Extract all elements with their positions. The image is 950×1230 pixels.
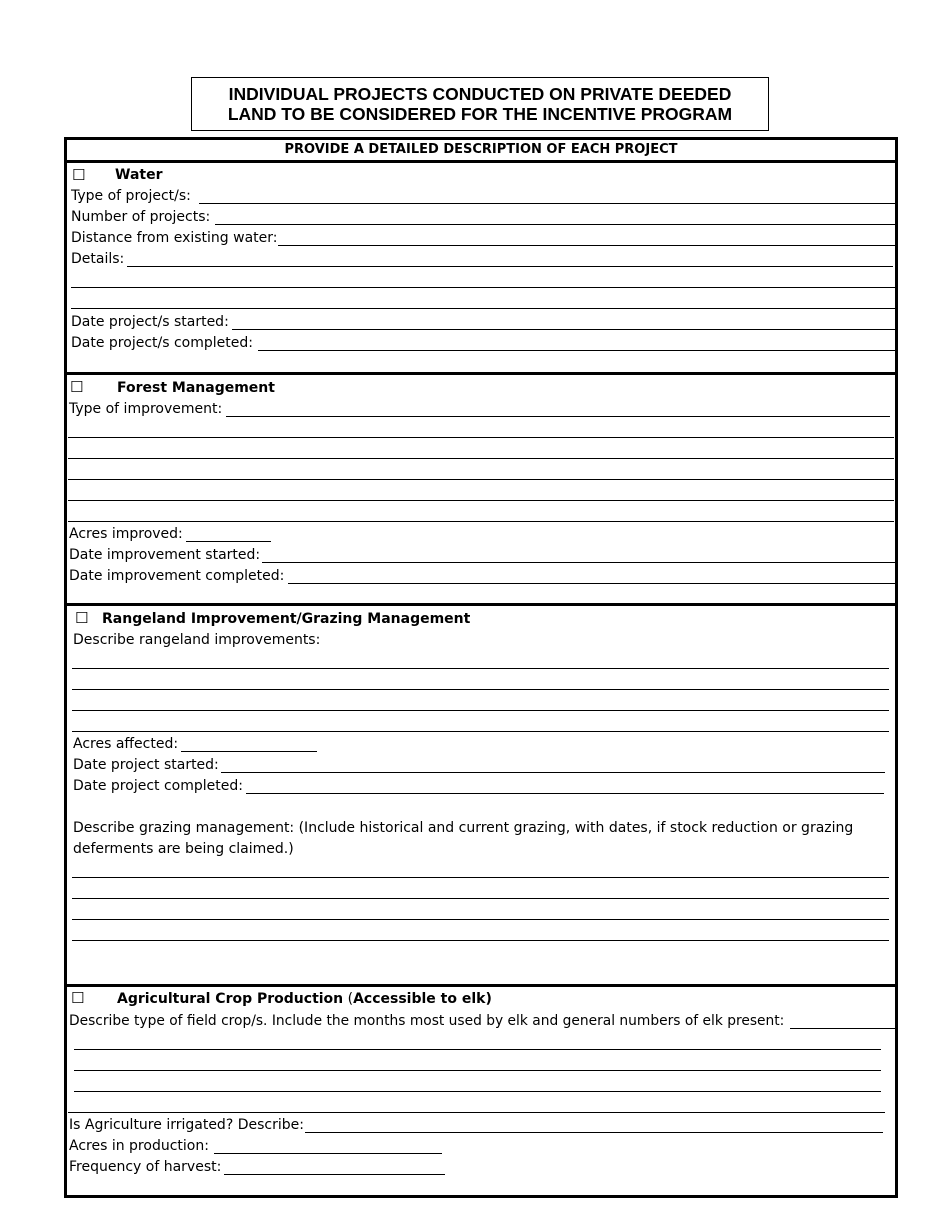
agriculture-irrigated-label: Is Agriculture irrigated? Describe: (69, 1117, 304, 1133)
agriculture-checkbox[interactable]: ☐ (71, 989, 85, 1007)
rangeland-describe-line[interactable] (72, 689, 889, 690)
rangeland-completed-label: Date project completed: (73, 778, 243, 794)
grazing-describe-line1: Describe grazing management: (Include historical and current grazing, with dates, if stock reduction or grazing (73, 820, 854, 836)
agriculture-heading-sub: Accessible to elk) (353, 991, 492, 1007)
forest-started-label: Date improvement started: (69, 547, 261, 563)
agriculture-heading-main: Agricultural Crop Production (117, 991, 344, 1007)
water-completed-field[interactable] (258, 350, 895, 351)
water-heading: Water (115, 167, 163, 183)
water-details-line[interactable] (71, 287, 895, 288)
water-distance-field[interactable] (278, 245, 895, 246)
rangeland-started-label: Date project started: (73, 757, 219, 773)
forest-completed-field[interactable] (288, 583, 895, 584)
forest-heading: Forest Management (117, 380, 275, 396)
water-checkbox[interactable]: ☐ (72, 166, 86, 184)
agriculture-describe-line[interactable] (74, 1091, 881, 1092)
agriculture-irrigated-field[interactable] (305, 1132, 883, 1133)
agriculture-heading-paren: ( (347, 991, 354, 1007)
forest-started-field[interactable] (262, 562, 895, 563)
agriculture-describe-field[interactable] (790, 1028, 895, 1029)
section-divider (64, 372, 898, 375)
water-number-field[interactable] (215, 224, 895, 225)
agriculture-harvest-field[interactable] (224, 1174, 445, 1175)
water-distance-label: Distance from existing water: (71, 230, 278, 246)
agriculture-acres-label: Acres in production: (69, 1138, 209, 1154)
forest-type-line[interactable] (68, 437, 894, 438)
forest-acres-field[interactable] (186, 541, 271, 542)
water-type-field[interactable] (199, 203, 895, 204)
agriculture-acres-field[interactable] (214, 1153, 442, 1154)
form-title (191, 77, 769, 131)
rangeland-checkbox[interactable]: ☐ (75, 609, 89, 627)
form-title-line2: LAND TO BE CONSIDERED FOR THE INCENTIVE PROGRAM (227, 104, 733, 124)
water-type-label: Type of project/s: (71, 188, 191, 204)
forest-completed-label: Date improvement completed: (69, 568, 285, 584)
forest-type-line[interactable] (68, 521, 894, 522)
rangeland-acres-field[interactable] (181, 751, 317, 752)
rangeland-describe-line[interactable] (72, 668, 889, 669)
water-completed-label: Date project/s completed: (71, 335, 253, 351)
forest-acres-label: Acres improved: (69, 526, 183, 542)
agriculture-describe-line[interactable] (74, 1049, 881, 1050)
rangeland-describe-line[interactable] (72, 731, 889, 732)
rangeland-acres-label: Acres affected: (73, 736, 179, 752)
grazing-describe-line2: deferments are being claimed.) (73, 841, 294, 857)
agriculture-describe-line[interactable] (68, 1112, 885, 1113)
rangeland-completed-field[interactable] (246, 793, 884, 794)
grazing-line[interactable] (72, 877, 889, 878)
rangeland-describe-line[interactable] (72, 710, 889, 711)
grazing-line[interactable] (72, 940, 889, 941)
water-details-label: Details: (71, 251, 125, 267)
forest-type-line[interactable] (68, 500, 894, 501)
forest-type-line[interactable] (68, 458, 894, 459)
water-details-field[interactable] (127, 266, 893, 267)
water-number-label: Number of projects: (71, 209, 211, 225)
forest-type-line[interactable] (68, 479, 894, 480)
grazing-line[interactable] (72, 919, 889, 920)
rangeland-heading: Rangeland Improvement/Grazing Management (102, 611, 471, 627)
agriculture-describe-line[interactable] (74, 1070, 881, 1071)
rangeland-started-field[interactable] (221, 772, 885, 773)
water-started-label: Date project/s started: (71, 314, 229, 330)
water-started-field[interactable] (232, 329, 895, 330)
rangeland-describe-label: Describe rangeland improvements: (73, 632, 321, 648)
forest-type-field[interactable] (226, 416, 890, 417)
form-title-line1: INDIVIDUAL PROJECTS CONDUCTED ON PRIVATE DEEDED (228, 84, 732, 104)
forest-type-label: Type of improvement: (69, 401, 223, 417)
agriculture-harvest-label: Frequency of harvest: (69, 1159, 222, 1175)
grazing-line[interactable] (72, 898, 889, 899)
section-header: PROVIDE A DETAILED DESCRIPTION OF EACH PROJECT (64, 137, 898, 163)
section-divider (64, 603, 898, 606)
water-details-line[interactable] (71, 308, 895, 309)
agriculture-describe-label: Describe type of field crop/s. Include the months most used by elk and general numbers of elk present: (69, 1013, 785, 1029)
agriculture-heading (117, 990, 492, 1008)
section-divider (64, 984, 898, 987)
forest-checkbox[interactable]: ☐ (70, 378, 84, 396)
